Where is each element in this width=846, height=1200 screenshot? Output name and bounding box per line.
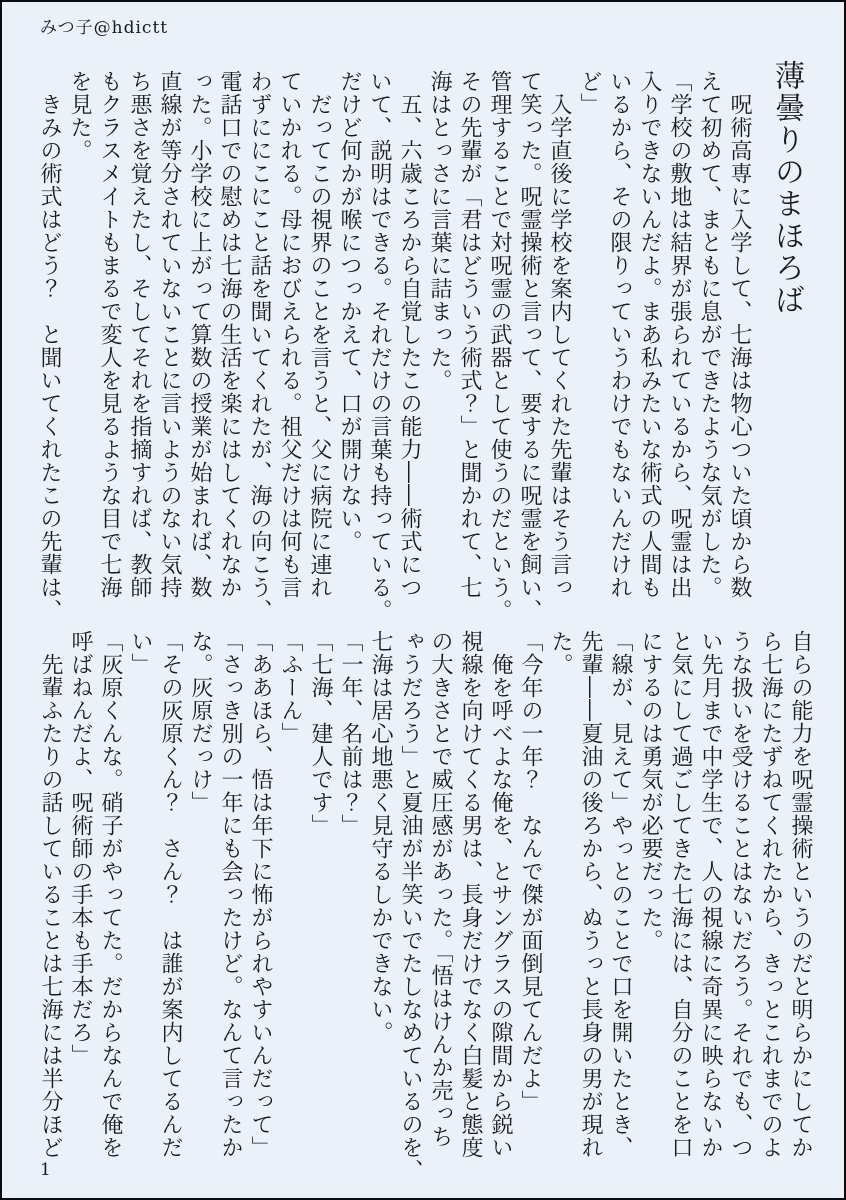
text-column: 「ふーん」 [278,630,303,745]
text-column: わずににこにこと話を聞いてくれたが、海の向こう、 [247,70,272,622]
text-column: いるから、その限りっていうわけでもないんだけれ [607,70,632,599]
text-column: うな扱いを受けることはないだろう。それでも、つ [728,630,753,1159]
text-column: 「その灰原くん？ さん？ は誰が案内してるんだ [158,630,183,1159]
text-column: 視線を向けてくる男は、長身だけでなく白髪と態度 [458,630,483,1159]
text-column: 「線が、見えて」やっとのことで口を開いたとき、 [608,630,633,1159]
text-column: 俺を呼べよな俺を、とサングラスの隙間から鋭い [488,630,513,1159]
text-column: もクラスメイトもまるで変人を見るような目で七海 [97,70,122,599]
text-column: 呪術高専に入学して、七海は物心ついた頃から数 [727,70,752,599]
text-column: きみの術式はどう？ と聞いてくれたこの先輩は、 [37,70,62,622]
text-column: 管理することで対呪霊の武器として使うのだという。 [487,70,512,622]
text-column: 呼ばねんだよ、呪術師の手本も手本だろ」 [68,630,93,1067]
text-column: 七海は居心地悪く見守るしかできない。 [368,630,393,1044]
page-number: 1 [40,1160,51,1180]
top-text-block [30,60,750,622]
text-column: い先月まで中学生で、人の視線に奇異に映らないか [698,630,723,1159]
text-column: えて初めて、まともに息ができたような気がした。 [697,70,722,599]
text-column: だけど何かが喉につっかえて、口が開けない。 [337,70,362,553]
text-column: った。小学校に上がって算数の授業が始まれば、数 [187,70,212,599]
text-column: ていかれる。母におびえられる。祖父だけは何も言 [277,70,302,599]
text-column: 自らの能力を呪霊操術というのだと明らかにしてか [788,630,813,1159]
text-column: 直線が等分されていないことに言いようのない気持 [157,70,182,599]
text-column: な。灰原だっけ」 [188,630,213,814]
text-column: と気にして過ごしてきた七海には、自分のことを口 [668,630,693,1159]
text-column: 電話口での慰めは七海の生活を楽にはしてくれなか [217,70,242,599]
text-column: い」 [128,630,153,676]
story-title: 薄曇りのまほろば [769,60,804,316]
text-column: ゃうだろう」と夏油が半笑いでたしなめているのを、 [398,630,423,1182]
text-column: ど」 [577,70,602,116]
text-column: 「学校の敷地は結界が張られているから、呪霊は出 [667,70,692,599]
bottom-text-block [31,630,811,1182]
author-credit: みつ子@hdictt [40,18,169,38]
top-section [30,60,811,622]
text-column: ら七海にたずねてくれたから、きっとこれまでのよ [758,630,783,1159]
text-column: 海はとっさに言葉に詰まった。 [427,70,452,392]
text-column: 先輩ふたりの話していることは七海には半分ほど [38,630,63,1159]
text-column: いて、説明はできる。それだけの言葉も持っている。 [367,70,392,622]
text-column: 「七海、建人です」 [308,630,333,837]
text-column: 「さっき別の一年にも会ったけど。なんて言ったか [218,630,243,1159]
text-column: 「灰原くんな。硝子がやってた。だからなんで俺を [98,630,123,1159]
text-column: 入学直後に学校を案内してくれた先輩はそう言っ [547,70,572,599]
text-column: 「一年、名前は？」 [338,630,363,837]
text-column: にするのは勇気が必要だった。 [638,630,663,952]
text-column: 五、六歳ころから自覚したこの能力――術式につ [397,70,422,599]
text-column: 入りできないんだよ。まあ私みたいな術式の人間も [637,70,662,599]
text-column: て笑った。呪霊操術と言って、要するに呪霊を飼い、 [517,70,542,622]
text-column: 「ああほら、悟は年下に怖がられやすいんだって」 [248,630,273,1159]
text-column: その先輩が「君はどういう術式？」と聞かれて、七 [457,70,482,599]
text-column: だってこの視界のことを言うと、父に病院に連れ [307,70,332,599]
text-column: ち悪さを覚えたし、そしてそれを指摘すれば、教師 [127,70,152,599]
text-column: 「今年の一年？ なんで傑が面倒見てんだよ」 [518,630,543,1113]
text-column: を見た。 [67,70,92,162]
text-column: た。 [548,630,573,676]
text-column: の大きさとで威圧感があった。「悟はけんか売っち [428,630,453,1148]
text-column: 先輩――夏油の後ろから、ぬうっと長身の男が現れ [578,630,603,1159]
